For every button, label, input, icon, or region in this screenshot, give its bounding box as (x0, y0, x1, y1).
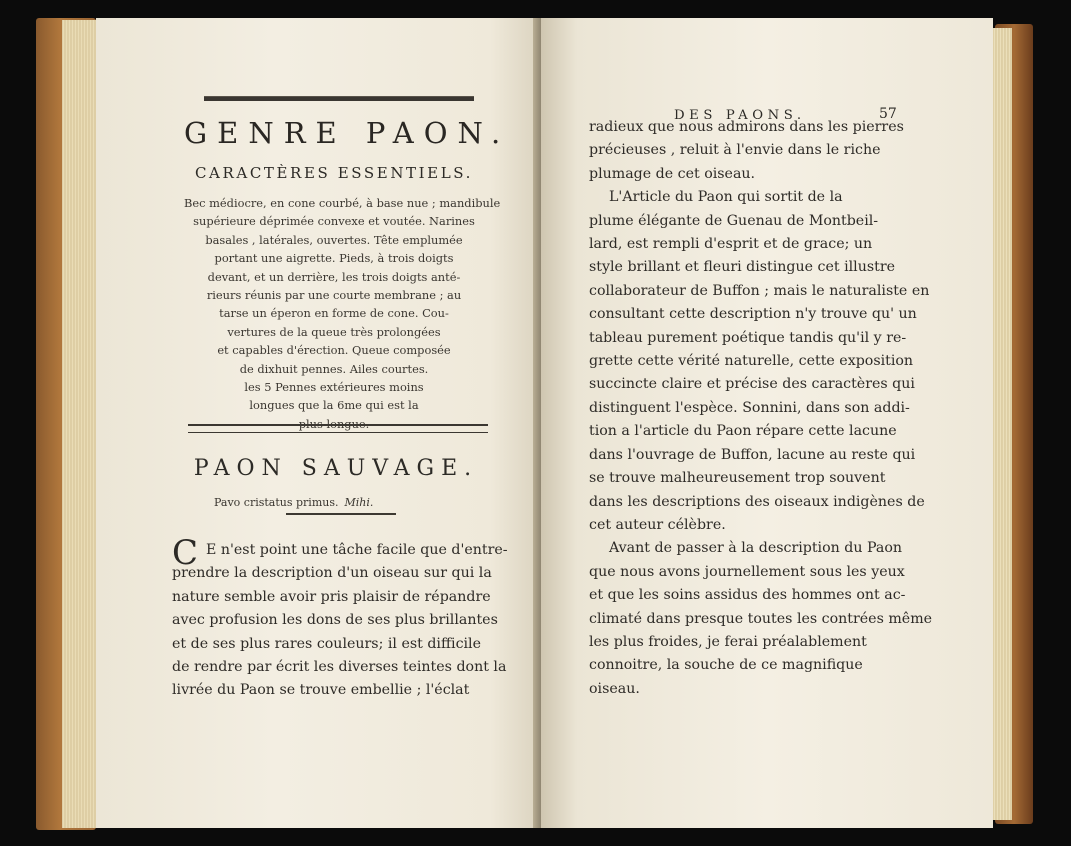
page-number: 57 (879, 106, 897, 122)
description-line: Bec médiocre, en cone courbé, à base nue ; mandibule (184, 196, 501, 210)
body-line: dans les descriptions des oiseaux indigènes de (589, 493, 925, 510)
body-line: collaborateur de Buffon ; mais le naturaliste en (589, 282, 930, 299)
body-line: et de ses plus rares couleurs; il est difficile (172, 635, 481, 652)
body-line: avec profusion les dons de ses plus brillantes (172, 612, 498, 629)
ornamental-rule-top (204, 96, 474, 101)
description-line: plus longue. (298, 416, 370, 431)
description-line: et capables d'érection. Queue composée (217, 343, 451, 358)
body-line: et que les soins assidus des hommes ont ac- (589, 587, 906, 604)
body-line: E n'est point une tâche facile que d'entre- (206, 542, 508, 558)
body-line: plumage de cet oiseau. (589, 165, 756, 182)
body-line: tion a l'article du Paon répare cette lacune (589, 423, 897, 440)
body-line: L'Article du Paon qui sortit de la (609, 189, 843, 206)
description-line: de dixhuit pennes. Ailes courtes. (239, 361, 429, 376)
page-edges-right (990, 28, 1012, 820)
description-line: rieurs réunis par une courte membrane ; au (206, 288, 462, 303)
body-line: de rendre par écrit les diverses teintes dont la (172, 659, 507, 676)
body-line: nature semble avoir pris plaisir de répandre (172, 588, 491, 605)
body-line: succincte claire et précise des caractères qui (589, 376, 915, 393)
body-line: se trouve malheureusement trop souvent (589, 470, 886, 487)
body-line: plume élégante de Guenau de Montbeil- (589, 212, 879, 229)
description-line: basales , latérales, ouvertes. Tête emplumée (205, 232, 463, 247)
description-line: les 5 Pennes extérieures moins (244, 380, 424, 395)
body-line: oiseau. (589, 680, 640, 697)
body-line: connoitre, la souche de ce magnifique (589, 657, 863, 674)
body-line: les plus froides, je ferai préalablement (589, 633, 867, 650)
description-line: tarse un éperon en forme de cone. Cou- (219, 306, 449, 321)
characters-heading: CARACTÈRES ESSENTIELS. (194, 164, 474, 182)
latin-author: Mihi. (344, 496, 374, 509)
section-title: PAON SAUVAGE. (193, 456, 479, 481)
description-line: longues que la 6me qui est la (249, 398, 419, 413)
body-line: distinguent l'espèce. Sonnini, dans son addi- (589, 399, 910, 416)
short-rule (286, 513, 396, 515)
genre-title: GENRE PAON. (184, 116, 511, 150)
body-line: grette cette vérité naturelle, cette exposition (589, 353, 914, 370)
latin-name-line (214, 496, 373, 509)
body-line: Avant de passer à la description du Paon (609, 540, 903, 557)
running-head: DES PAONS. (674, 108, 806, 123)
body-line: que nous avons journellement sous les yeux (589, 563, 905, 580)
body-line: radieux que nous admirons dans les pierres (589, 119, 904, 135)
body-line: climaté dans presque toutes les contrées même (589, 610, 933, 627)
body-line: consultant cette description n'y trouve qu' un (589, 306, 917, 323)
genus-description (184, 194, 501, 433)
body-text-left (172, 539, 508, 703)
double-rule (188, 424, 488, 433)
body-line: style brillant et fleuri distingue cet illustre (589, 259, 896, 276)
body-text-right (589, 116, 933, 701)
latin-name: Pavo cristatus primus. (214, 496, 339, 509)
right-page (541, 18, 993, 828)
description-line: devant, et un derrière, les trois doigts anté- (207, 269, 461, 284)
left-page (96, 18, 544, 828)
body-line: dans l'ouvrage de Buffon, lacune au reste qui (589, 446, 916, 463)
body-line: lard, est rempli d'esprit et de grace; un (589, 236, 873, 253)
drop-cap: C (172, 533, 199, 573)
body-line: tableau purement poétique tandis qu'il y re- (589, 329, 907, 346)
description-line: supérieure déprimée convexe et voutée. Narines (193, 214, 475, 229)
body-line: précieuses , reluit à l'envie dans le riche (589, 142, 881, 159)
description-line: vertures de la queue très prolongées (227, 324, 441, 339)
body-line: cet auteur célèbre. (589, 516, 726, 533)
body-line: prendre la description d'un oiseau sur qui la (172, 565, 492, 582)
body-line: livrée du Paon se trouve embellie ; l'éclat (172, 682, 470, 699)
description-line: portant une aigrette. Pieds, à trois doigts (214, 251, 454, 266)
